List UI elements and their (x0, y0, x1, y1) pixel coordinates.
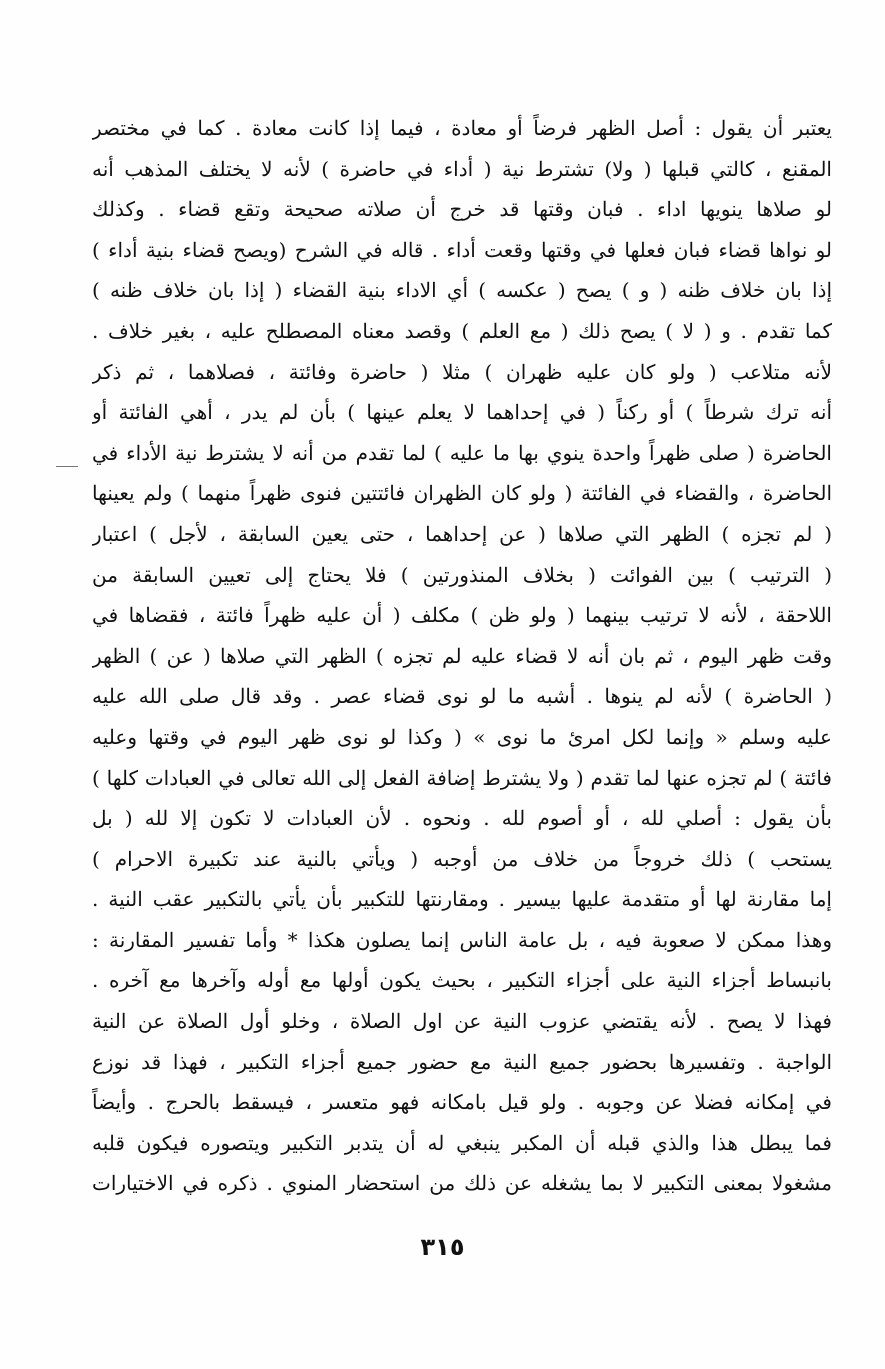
text-line-18: بأن يقول : أصلي لله ، أو أصوم لله . ونحوه . لأن العبادات لا تكون إلا لله ( بل (92, 806, 832, 831)
text-line-25: في إمكانه فضلا عن وجوبه . ولو قيل بامكانه فهو متعسر ، فيسقط بالحرج . وأيضاً (92, 1090, 832, 1115)
body-text (92, 108, 832, 1204)
text-line-1: يعتبر أن يقول : أصل الظهر فرضاً أو معادة ، فيما إذا كانت معادة . كما في مختصر (92, 116, 832, 140)
text-line-20: إما مقارنة لها أو متقدمة عليها بيسير . ومقارنتها للتكبير بأن يأتي بالتكبير عقب النية . (92, 887, 832, 912)
text-line-19: يستحب ) ذلك خروجاً من خلاف من أوجبه ( ويأتي بالنية عند تكبيرة الاحرام ) (92, 846, 832, 871)
text-line-15: ( الحاضرة ) لأنه لم ينوها . أشبه ما لو نوى قضاء عصر . وقد قال صلى الله عليه (92, 684, 832, 709)
text-line-24: الواجبة . وتفسيرها بحضور جميع النية مع حضور جميع أجزاء التكبير ، فهذا قد نوزع (92, 1049, 832, 1074)
text-line-6: كما تقدم . و ( لا ) يصح ذلك ( مع العلم ) وقصد معناه المصطلح عليه ، بغير خلاف . (92, 318, 832, 343)
text-line-10: الحاضرة ، والقضاء في الفائتة ( ولو كان الظهران فائتتين فنوى ظهراً منهما ) ولم يعينها (92, 481, 832, 506)
text-line-21: وهذا ممكن لا صعوبة فيه ، بل عامة الناس إنما يصلون هكذا * وأما تفسير المقارنة : (92, 927, 832, 952)
text-line-16: عليه وسلم « وإنما لكل امرئ ما نوى » ( وكذا لو نوى ظهر اليوم في وقتها وعليه (92, 724, 832, 749)
text-line-23: فهذا لا يصح . لأنه يقتضي عزوب النية عن اول الصلاة ، وخلو أول الصلاة عن النية (92, 1009, 832, 1034)
text-line-14: وقت ظهر اليوم ، ثم بان أنه لا قضاء عليه لم تجزه ) الظهر التي صلاها ( عن ) الظهر (92, 643, 832, 668)
text-line-26: فما يبطل هذا والذي قبله أن المكبر ينبغي له أن يتدبر التكبير ويتصوره فيكون قلبه (92, 1130, 832, 1155)
text-line-13: اللاحقة ، لأنه لا ترتيب بينهما ( ولو ظن ) مكلف ( أن عليه ظهراً فائتة ، فقضاها في (92, 603, 832, 628)
text-line-22: بانبساط أجزاء النية على أجزاء التكبير ، بحيث يكون أولها مع أوله وآخرها مع آخره . (92, 968, 832, 993)
text-line-5: إذا بان خلاف ظنه ( و ) يصح ( عكسه ) أي الاداء بنية القضاء ( إذا بان خلاف ظنه ) (92, 278, 832, 303)
text-line-9: الحاضرة ( صلى ظهراً واحدة ينوي بها ما عليه ) لما تقدم من أنه لا يشترط نية الأداء في (92, 440, 832, 465)
text-line-8: أنه ترك شرطاً ) أو ركناً ( في إحداهما لا يعلم عينها ) بأن لم يدر ، أهي الفائتة أو (92, 400, 832, 425)
text-line-3: لو صلاها ينويها اداء . فبان وقتها قد خرج أن صلاته صحيحة وتقع قضاء . وكذلك (92, 197, 832, 222)
margin-mark (56, 466, 78, 467)
text-line-11: ( لم تجزه ) الظهر التي صلاها ( عن إحداهما ، حتى يعين السابقة ، لأجل ) اعتبار (92, 521, 832, 546)
text-line-12: ( الترتيب ) بين الفوائت ( بخلاف المنذورتين ) فلا يحتاج إلى تعيين السابقة من (92, 562, 832, 587)
text-line-4: لو نواها قضاء فبان فعلها في وقتها وقعت أداء . قاله في الشرح (ويصح قضاء بنية أداء ) (92, 237, 832, 262)
text-line-27: مشغولا بمعنى التكبير لا بما يشغله عن ذلك من استحضار المنوي . ذكره في الاختيارات (92, 1171, 832, 1196)
page-number: ٣١٥ (420, 1233, 465, 1261)
text-line-7: لأنه متلاعب ( ولو كان عليه ظهران ) مثلا ( حاضرة وفائتة ، فصلاهما ، ثم ذكر (92, 359, 832, 384)
text-line-17: فائتة ) لم تجزه عنها لما تقدم ( ولا يشترط إضافة الفعل إلى الله تعالى في العبادات كلها ) (92, 765, 832, 790)
text-line-2: المقنع ، كالتي قبلها ( ولا) تشترط نية ( أداء في حاضرة ) لأنه لا يختلف المذهب أنه (92, 156, 832, 181)
